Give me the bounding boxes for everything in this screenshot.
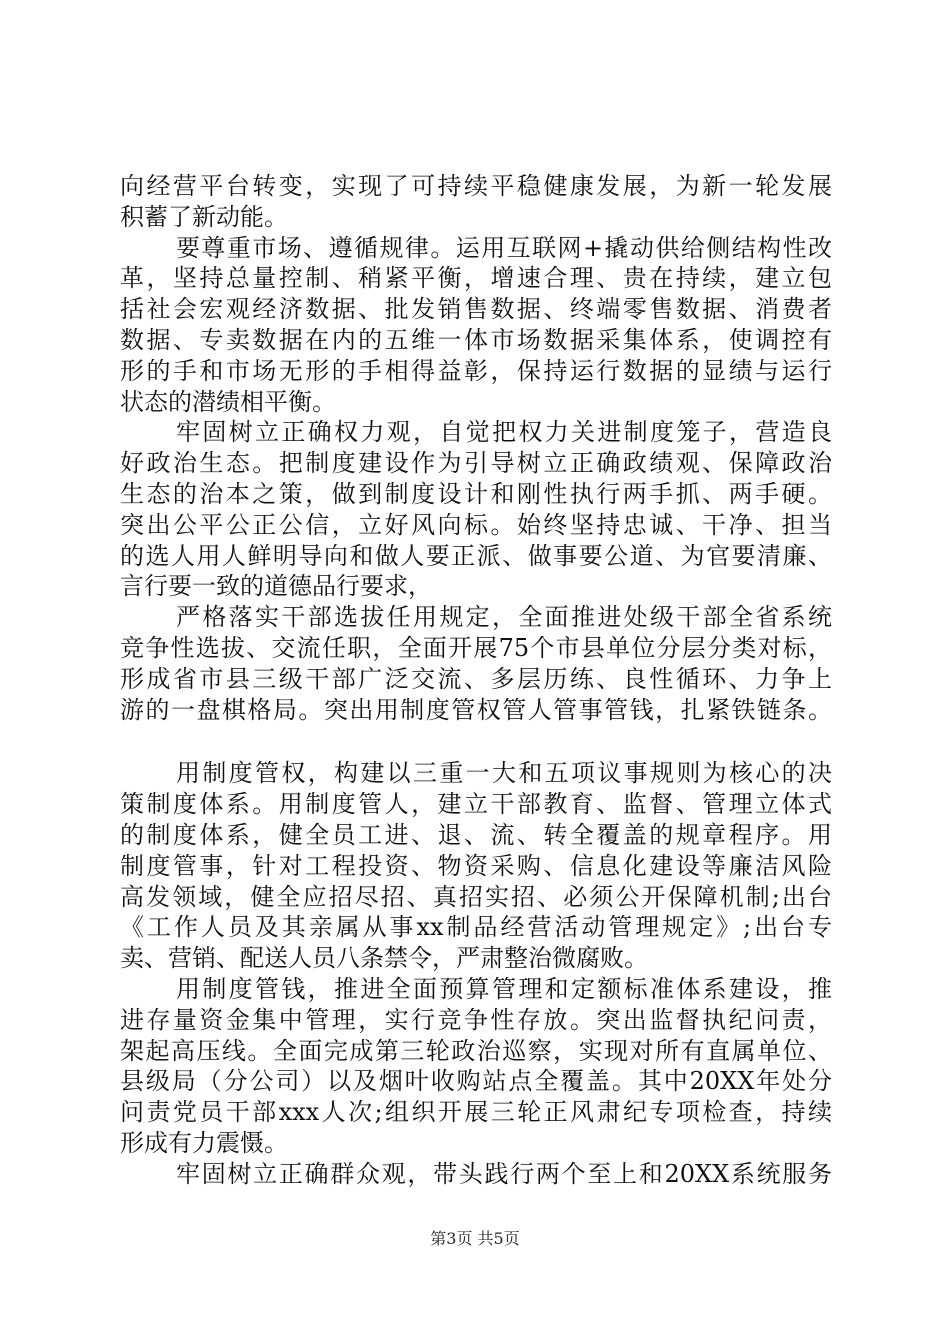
paragraph-start-line: 牢固树立正确群众观，带头践行两个至上和20XX系统服务 [176,1159,832,1188]
body-text [120,171,832,1190]
text-line: 数据、专卖数据在内的五维一体市场数据采集体系，使调控有 [120,325,832,354]
text-line: 生态的治本之策，做到制度设计和刚性执行两手抓、两手硬。 [120,479,832,508]
text-line: 问责党员干部xxx人次;组织开展三轮正风肃纪专项检查，持续 [120,1098,832,1127]
text-line: 策制度体系。用制度管人，建立干部教育、监督、管理立体式 [120,790,832,819]
text-line: 县级局（分公司）以及烟叶收购站点全覆盖。其中20XX年处分 [120,1067,832,1096]
paragraph-gap [120,725,832,758]
text-line: 积蓄了新动能。 [120,202,288,231]
text-line: 状态的潜绩相平衡。 [120,387,336,416]
text-line: 革，坚持总量控制、稍紧平衡，增速合理、贵在持续，建立包 [120,264,832,293]
text-line: 《工作人员及其亲属从事xx制品经营活动管理规定》;出台专 [120,913,832,942]
text-line: 卖、营销、配送人员八条禁令，严肃整治微腐败。 [120,944,648,973]
text-line: 言行要一致的道德品行要求， [120,572,432,601]
text-line: 形的手和市场无形的手相得益彰，保持运行数据的显绩与运行 [120,356,832,385]
text-line: 的选人用人鲜明导向和做人要正派、做事要公道、为官要清廉、 [120,541,832,570]
text-line: 突出公平公正公信，立好风向标。始终坚持忠诚、干净、担当 [120,510,832,539]
paragraph-start-line: 要尊重市场、遵循规律。运用互联网+撬动供给侧结构性改 [176,233,832,262]
text-line: 游的一盘棋格局。突出用制度管权管人管事管钱，扎紧铁链条。 [120,695,832,724]
text-line: 括社会宏观经济数据、批发销售数据、终端零售数据、消费者 [120,295,832,324]
page-number-footer: 第3页 共5页 [430,1229,520,1248]
text-line: 架起高压线。全面完成第三轮政治巡察，实现对所有直属单位、 [120,1036,832,1065]
text-line: 好政治生态。把制度建设作为引导树立正确政绩观、保障政治 [120,449,832,478]
paragraph-start-line: 用制度管钱，推进全面预算管理和定额标准体系建设，推 [176,974,832,1003]
paragraph-start-line: 牢固树立正确权力观，自觉把权力关进制度笼子，营造良 [176,418,832,447]
text-line: 向经营平台转变，实现了可持续平稳健康发展，为新一轮发展 [120,172,832,200]
text-line: 制度管事，针对工程投资、物资采购、信息化建设等廉洁风险 [120,851,832,880]
text-line: 竞争性选拔、交流任职，全面开展75个市县单位分层分类对标， [120,633,832,662]
paragraph-start-line: 用制度管权，构建以三重一大和五项议事规则为核心的决 [176,759,832,788]
text-line: 进存量资金集中管理，实行竞争性存放。突出监督执纪问责， [120,1005,832,1034]
text-line: 的制度体系，健全员工进、退、流、转全覆盖的规章程序。用 [120,820,832,849]
text-line: 形成省市县三级干部广泛交流、多层历练、良性循环、力争上 [120,664,832,693]
text-line: 形成有力震慑。 [120,1128,288,1157]
paragraph-start-line: 严格落实干部选拔任用规定，全面推进处级干部全省系统 [176,603,832,632]
text-line: 高发领域，健全应招尽招、真招实招、必须公开保障机制;出台 [120,882,832,911]
